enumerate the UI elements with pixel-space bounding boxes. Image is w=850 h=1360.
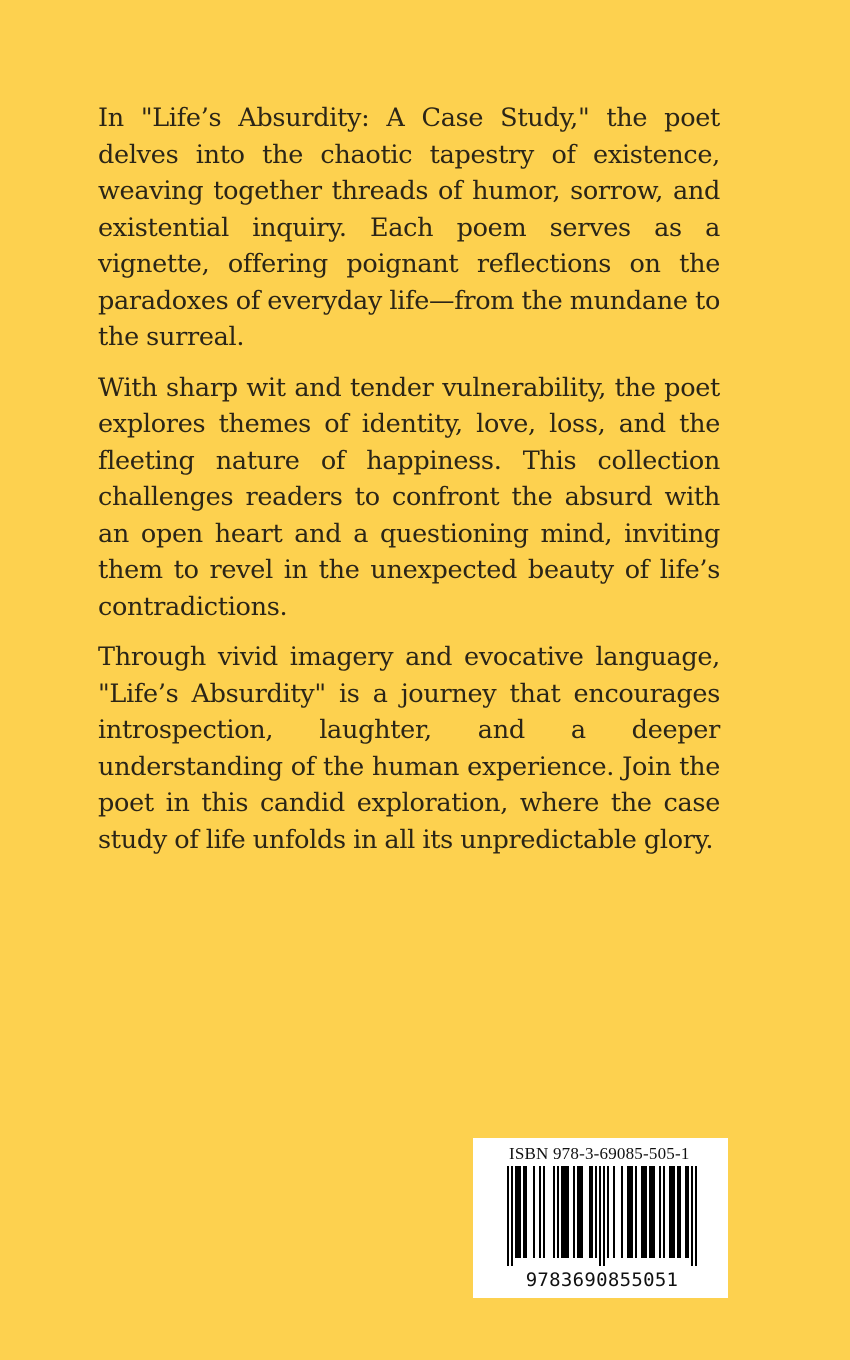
barcode-bar: [645, 1166, 647, 1258]
blurb-paragraph-1: In "Life’s Absurdity: A Case Study," the poet delves into the chaotic tapestry of existence, weaving together threads of humor, sorrow, and existential inquiry. Each poem serves as a vignette, offering poignant reflections on the paradoxes of everyday life—from the mundane to the surreal.: [98, 103, 720, 352]
barcode-bar: [635, 1166, 637, 1258]
barcode-bar: [533, 1166, 535, 1258]
barcode-bar: [613, 1166, 615, 1258]
barcode-bar: [607, 1166, 609, 1258]
barcode-bar: [629, 1166, 631, 1258]
barcode-bar: [603, 1166, 605, 1266]
barcode-bar: [621, 1166, 623, 1258]
barcode-bar: [673, 1166, 675, 1258]
isbn-label: ISBN 978-3-69085-505-1: [509, 1144, 690, 1163]
barcode-bar: [525, 1166, 527, 1258]
barcode-bar: [539, 1166, 541, 1258]
barcode-bar: [573, 1166, 575, 1258]
barcode-bar: [565, 1166, 567, 1258]
barcode-icon: [507, 1166, 697, 1266]
blurb-paragraph-2: With sharp wit and tender vulnerability, the poet explores themes of identity, love, loss, and the fleeting nature of happiness. This collection challenges readers to confront the absurd with an open heart and a questioning mind, inviting them to revel in the unexpected beauty of life’s contradictions.: [98, 372, 720, 622]
barcode-bar: [651, 1166, 653, 1258]
barcode-bar: [517, 1166, 519, 1258]
barcode-bar: [567, 1166, 569, 1258]
barcode-bar: [659, 1166, 661, 1258]
barcode-bar: [649, 1166, 651, 1258]
blurb-paragraph-3: Through vivid imagery and evocative language, "Life’s Absurdity" is a journey that encourages introspection, laughter, and a deeper understanding of the human experience. Join the poet in this candid exploration, where the case study of life unfolds in all its unpredictable glory.: [98, 642, 720, 855]
barcode-bar: [641, 1166, 643, 1258]
barcode-bar: [591, 1166, 593, 1258]
barcode-bar: [511, 1166, 513, 1266]
barcode-bar: [595, 1166, 597, 1258]
barcode-bar: [553, 1166, 555, 1258]
barcode-bar: [577, 1166, 579, 1258]
barcode-bar: [663, 1166, 665, 1258]
barcode-bar: [523, 1166, 525, 1258]
barcode-bar: [685, 1166, 687, 1258]
barcode-bar: [515, 1166, 517, 1258]
barcode-bar: [507, 1166, 509, 1266]
barcode-bar: [687, 1166, 689, 1258]
barcode-bar: [679, 1166, 681, 1258]
barcode-bar: [671, 1166, 673, 1258]
barcode-bar: [695, 1166, 697, 1266]
barcode-bar: [519, 1166, 521, 1258]
barcode-bar: [653, 1166, 655, 1258]
barcode-bar: [631, 1166, 633, 1258]
barcode-bar: [557, 1166, 559, 1258]
isbn-barcode-box: [473, 1138, 728, 1298]
blurb-text: [98, 100, 720, 872]
barcode-bar: [627, 1166, 629, 1258]
barcode-bar: [581, 1166, 583, 1258]
barcode-bar: [563, 1166, 565, 1258]
barcode-bar: [677, 1166, 679, 1258]
barcode-bar: [589, 1166, 591, 1258]
barcode-bar: [579, 1166, 581, 1258]
barcode-bar: [561, 1166, 563, 1258]
barcode-bar: [643, 1166, 645, 1258]
barcode-bar: [599, 1166, 601, 1266]
barcode-number: 9783690855051: [525, 1269, 679, 1291]
barcode-bar: [543, 1166, 545, 1258]
barcode-bar: [669, 1166, 671, 1258]
barcode-bar: [691, 1166, 693, 1266]
